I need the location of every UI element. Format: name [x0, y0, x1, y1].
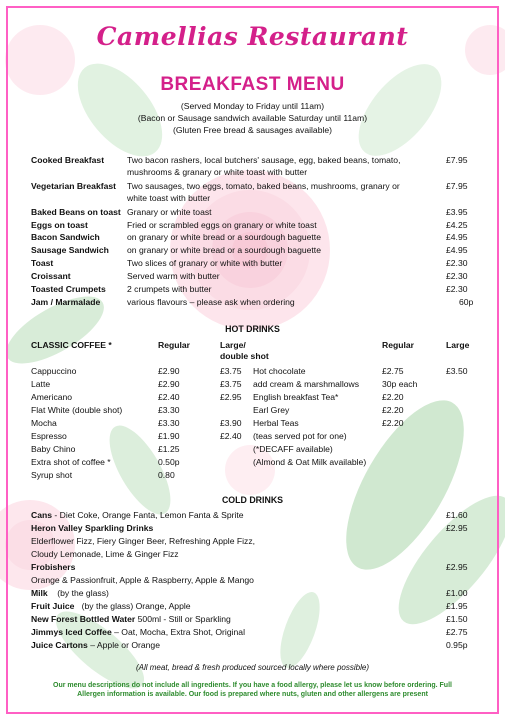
cold-item	[31, 640, 160, 650]
menu-item-desc: Two slices of granary or white with butter	[127, 258, 283, 268]
menu-item-name: Sausage Sandwich	[31, 245, 109, 255]
drink-note: (Almond & Oat Milk available)	[253, 457, 367, 467]
allergen-footer-line: Our menu descriptions do not include all ingredients. If you have a food allergy, please let us know before ordering. Full	[53, 682, 452, 689]
coffee-heading: CLASSIC COFFEE *	[31, 340, 112, 350]
cold-item-price: £2.95	[446, 562, 468, 572]
cold-item-name: New Forest Bottled Water	[31, 614, 136, 624]
coffee-price: £1.90	[158, 431, 180, 441]
cold-item	[31, 562, 75, 572]
cold-item-desc: – Apple or Orange	[87, 640, 160, 650]
coffee-price: £3.30	[158, 405, 180, 415]
menu-item-name: Cooked Breakfast	[31, 155, 105, 165]
menu-item-price: £7.95	[446, 155, 468, 165]
cold-item-desc: Elderflower Fizz, Fiery Ginger Beer, Refreshing Apple Fizz,	[31, 536, 255, 546]
drink-name: Hot chocolate	[253, 366, 306, 376]
cold-item	[31, 510, 244, 520]
section-title-cold-drinks: COLD DRINKS	[221, 495, 284, 505]
coffee-price: £2.40	[220, 431, 242, 441]
menu-item-desc: Granary or white toast	[127, 207, 212, 217]
cold-item-name: Frobishers	[31, 562, 76, 572]
menu-item-name: Vegetarian Breakfast	[31, 181, 117, 191]
column-large: Large/	[220, 340, 246, 350]
menu-item-desc: various flavours – please ask when ordering	[127, 297, 295, 307]
menu-item-desc: 2 crumpets with butter	[127, 284, 212, 294]
menu-item-desc: on granary or white bread or a sourdough baguette	[127, 232, 321, 242]
cold-item	[31, 588, 109, 598]
cold-item-desc: (by the glass)	[47, 588, 109, 598]
menu-item-price: 60p	[459, 297, 474, 307]
drink-name: add cream & marshmallows	[253, 379, 360, 389]
coffee-name: Flat White (double shot)	[31, 405, 123, 415]
cold-item-name: Jimmys Iced Coffee	[31, 627, 112, 637]
cold-item-price: £1.00	[446, 588, 468, 598]
sourcing-note: (All meat, bread & fresh produced sourced locally where possible)	[135, 663, 369, 672]
drink-price: £3.50	[446, 366, 468, 376]
menu-item-price: £2.30	[446, 284, 468, 294]
cold-item-desc: – Oat, Mocha, Extra Shot, Original	[111, 627, 245, 637]
menu-item-name: Jam / Marmalade	[31, 297, 101, 307]
coffee-price: £3.75	[220, 366, 242, 376]
menu-item-desc: white toast with butter	[127, 193, 211, 203]
cold-item	[31, 627, 245, 637]
drink-price: 30p each	[382, 379, 418, 389]
drink-name: Earl Grey	[253, 405, 290, 415]
drink-note: (*DECAFF available)	[253, 444, 333, 454]
cold-item	[31, 614, 231, 624]
cold-item-price: £1.50	[446, 614, 468, 624]
menu-item-price: £4.95	[446, 232, 468, 242]
drink-name: Herbal Teas	[253, 418, 299, 428]
coffee-name: Cappuccino	[31, 366, 77, 376]
coffee-price: £2.90	[158, 379, 180, 389]
cold-item-desc: 500ml - Still or Sparkling	[135, 614, 231, 624]
menu-item-desc: mushrooms & granary or white toast with butter	[127, 167, 308, 177]
drink-note: (teas served pot for one)	[253, 431, 347, 441]
menu-item-price: £4.95	[446, 245, 468, 255]
coffee-name: Americano	[31, 392, 73, 402]
menu-item-price: £3.95	[446, 207, 468, 217]
cold-item-desc: Orange & Passionfruit, Apple & Raspberry, Apple & Mango	[31, 575, 254, 585]
coffee-price: £2.90	[158, 366, 180, 376]
menu-item-name: Baked Beans on toast	[31, 207, 121, 217]
cold-item-desc: - Diet Coke, Orange Fanta, Lemon Fanta & Sprite	[52, 510, 244, 520]
column-regular: Regular	[382, 340, 414, 350]
column-regular: Regular	[158, 340, 190, 350]
column-large: Large	[446, 340, 470, 350]
drink-price: £2.20	[382, 392, 404, 402]
intro-line: (Bacon or Sausage sandwich available Saturday until 11am)	[137, 113, 368, 123]
drink-price: £2.75	[382, 366, 404, 376]
coffee-price: 0.80	[158, 470, 175, 480]
intro-line: (Gluten Free bread & sausages available)	[172, 125, 333, 135]
menu-item-desc: Two sausages, two eggs, tomato, baked beans, mushrooms, granary or	[127, 181, 400, 191]
cold-item-desc: (by the glass) Orange, Apple	[74, 601, 191, 611]
coffee-price: £2.95	[220, 392, 242, 402]
menu-title: BREAKFAST MENU	[160, 74, 345, 95]
intro-line: (Served Monday to Friday until 11am)	[180, 101, 325, 111]
coffee-price: 0.50p	[158, 457, 180, 467]
menu-item-name: Toast	[31, 258, 54, 268]
cold-item	[31, 523, 153, 533]
cold-item-name: Juice Cartons	[31, 640, 88, 650]
cold-item-desc: Cloudy Lemonade, Lime & Ginger Fizz	[31, 549, 179, 559]
coffee-name: Extra shot of coffee *	[31, 457, 111, 467]
menu-item-price: £2.30	[446, 258, 468, 268]
menu-item-desc: on granary or white bread or a sourdough baguette	[127, 245, 321, 255]
cold-item-price: 0.95p	[446, 640, 468, 650]
menu-item-price: £4.25	[446, 220, 468, 230]
coffee-name: Latte	[31, 379, 51, 389]
cold-item-price: £2.95	[446, 523, 468, 533]
column-large-sub: double shot	[220, 351, 269, 361]
coffee-name: Syrup shot	[31, 470, 73, 480]
menu-item-name: Croissant	[31, 271, 71, 281]
menu-item-desc: Two bacon rashers, local butchers' sausage, egg, baked beans, tomato,	[127, 155, 401, 165]
coffee-price: £1.25	[158, 444, 180, 454]
drink-price: £2.20	[382, 405, 404, 415]
coffee-name: Baby Chino	[31, 444, 76, 454]
restaurant-name: Camellias Restaurant	[96, 22, 409, 51]
drink-price: £2.20	[382, 418, 404, 428]
allergen-footer-line: Allergen information is available. Our food is prepared where nuts, gluten and other allergens are present	[77, 691, 428, 698]
menu-item-price: £7.95	[446, 181, 468, 191]
menu-item-name: Bacon Sandwich	[31, 232, 100, 242]
menu-item-price: £2.30	[446, 271, 468, 281]
coffee-name: Espresso	[31, 431, 67, 441]
coffee-price: £3.30	[158, 418, 180, 428]
coffee-name: Mocha	[31, 418, 57, 428]
menu-item-desc: Served warm with butter	[127, 271, 220, 281]
cold-item-price: £1.60	[446, 510, 468, 520]
menu-item-name: Toasted Crumpets	[31, 284, 106, 294]
cold-item-name: Milk	[31, 588, 48, 598]
cold-item-name: Heron Valley Sparkling Drinks	[31, 523, 154, 533]
menu-item-desc: Fried or scrambled eggs on granary or white toast	[127, 220, 317, 230]
coffee-price: £3.75	[220, 379, 242, 389]
cold-item-name: Cans	[31, 510, 53, 520]
drink-name: English breakfast Tea*	[253, 392, 339, 402]
cold-item-name: Fruit Juice	[31, 601, 75, 611]
coffee-price: £2.40	[158, 392, 180, 402]
section-title-hot-drinks: HOT DRINKS	[225, 324, 280, 334]
coffee-price: £3.90	[220, 418, 242, 428]
cold-item-price: £1.95	[446, 601, 468, 611]
menu-item-name: Eggs on toast	[31, 220, 88, 230]
cold-item-price: £2.75	[446, 627, 468, 637]
cold-item	[31, 601, 191, 611]
